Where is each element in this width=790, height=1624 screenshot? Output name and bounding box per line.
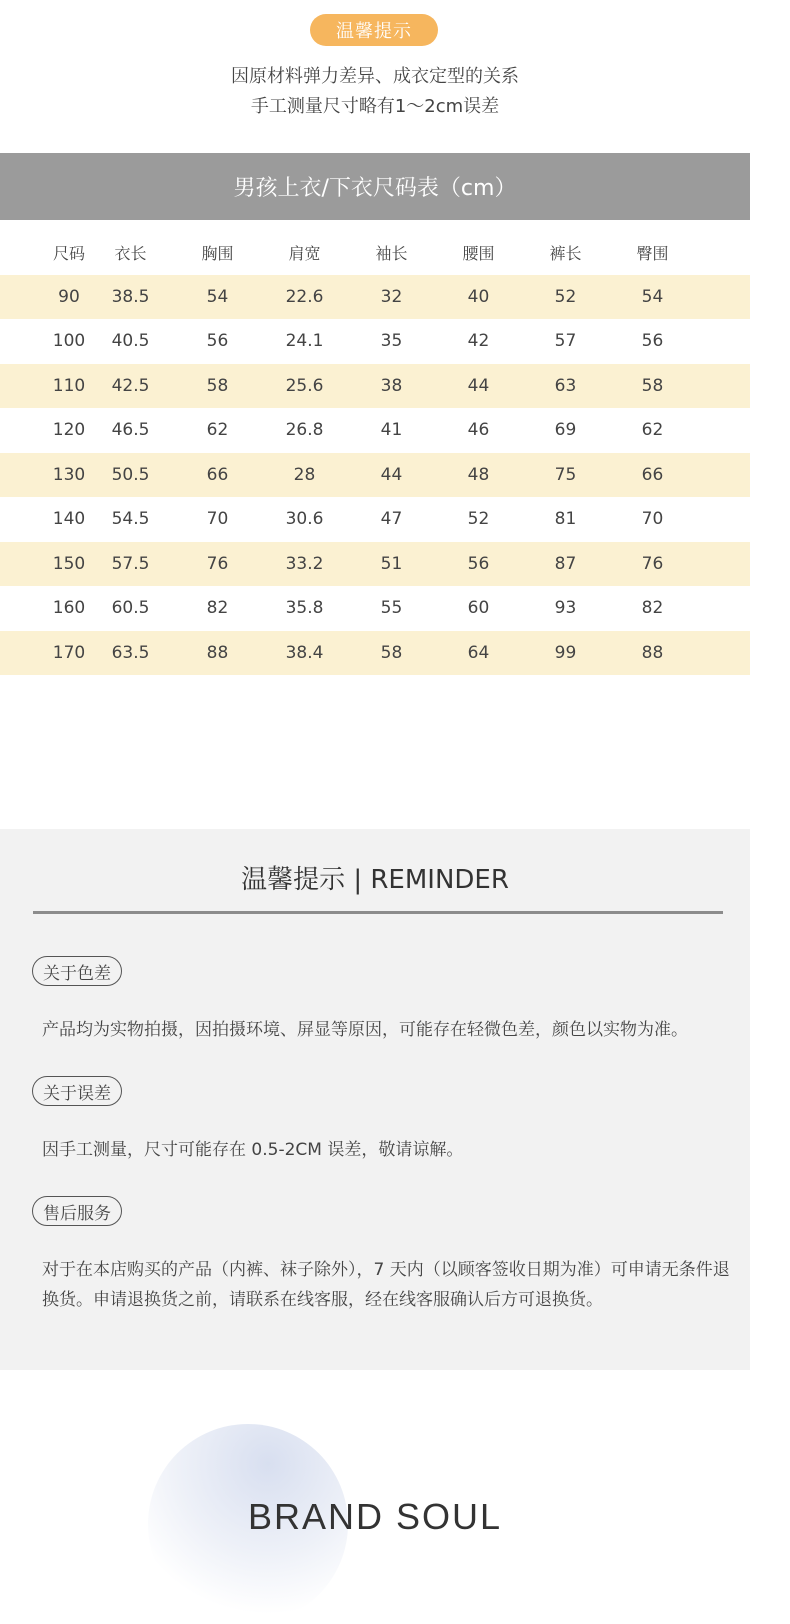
table-cell: 25.6 [285,375,324,396]
table-cell: 42.5 [111,375,150,396]
table-cell: 87 [554,553,577,574]
table-cell: 58 [641,375,664,396]
size-chart-title: 男孩上衣/下衣尺码表（cm） [0,153,750,220]
tip-line-1: 因原材料弹力差异、成衣定型的关系 [231,66,519,87]
table-cell: 26.8 [285,420,324,441]
table-cell: 66 [206,464,229,485]
divider [33,911,723,914]
measure-error-text: 因手工测量，尺寸可能存在 0.5-2CM 误差，敬请谅解。 [42,1140,464,1160]
table-cell: 64 [467,642,490,663]
measure-error-tag: 关于误差 [32,1076,122,1106]
table-cell: 160 [52,598,86,619]
column-header: 衣长 [114,243,147,263]
table-cell: 28 [293,464,316,485]
table-cell: 30.6 [285,509,324,530]
table-cell: 56 [467,553,490,574]
table-cell: 57.5 [111,553,150,574]
table-header-row [0,230,750,275]
table-body [0,275,750,676]
table-cell: 82 [206,598,229,619]
color-diff-tag: 关于色差 [32,956,122,986]
table-cell: 75 [554,464,577,485]
table-row [0,453,750,498]
table-row [0,542,750,587]
table-cell: 41 [380,420,403,441]
column-header: 袖长 [375,243,408,263]
reminder-title: 温馨提示 | REMINDER [241,865,509,895]
table-cell: 52 [554,286,577,307]
column-header: 腰围 [462,243,495,263]
table-cell: 46 [467,420,490,441]
table-cell: 38.5 [111,286,150,307]
table-cell: 60 [467,598,490,619]
table-cell: 47 [380,509,403,530]
table-cell: 40.5 [111,331,150,352]
column-header: 裤长 [549,243,582,263]
table-cell: 35 [380,331,403,352]
table-cell: 40 [467,286,490,307]
table-cell: 38 [380,375,403,396]
table-row [0,275,750,320]
table-row [0,319,750,364]
tip-badge: 温馨提示 [310,14,438,46]
table-cell: 76 [206,553,229,574]
table-cell: 70 [206,509,229,530]
table-cell: 150 [52,553,86,574]
column-header: 肩宽 [288,243,321,263]
table-row [0,364,750,409]
table-cell: 44 [380,464,403,485]
size-table [0,230,750,675]
table-cell: 56 [206,331,229,352]
column-header: 尺码 [52,243,85,263]
table-cell: 69 [554,420,577,441]
table-cell: 32 [380,286,403,307]
table-cell: 88 [641,642,664,663]
table-cell: 42 [467,331,490,352]
table-cell: 54.5 [111,509,150,530]
table-cell: 100 [52,331,86,352]
table-cell: 58 [380,642,403,663]
table-cell: 58 [206,375,229,396]
table-cell: 120 [52,420,86,441]
table-cell: 140 [52,509,86,530]
table-cell: 70 [641,509,664,530]
table-cell: 54 [206,286,229,307]
reminder-section [0,829,750,1370]
table-cell: 35.8 [285,598,324,619]
table-cell: 55 [380,598,403,619]
table-cell: 93 [554,598,577,619]
table-cell: 76 [641,553,664,574]
table-cell: 52 [467,509,490,530]
tip-line-2: 手工测量尺寸略有1～2cm误差 [250,96,500,117]
table-cell: 62 [641,420,664,441]
after-sales-tag: 售后服务 [32,1196,122,1226]
table-cell: 33.2 [285,553,324,574]
table-row [0,408,750,453]
column-header: 臀围 [636,243,669,263]
brand-title: BRAND SOUL [248,1496,503,1537]
table-cell: 60.5 [111,598,150,619]
table-row [0,586,750,631]
table-row [0,497,750,542]
table-cell: 88 [206,642,229,663]
table-cell: 66 [641,464,664,485]
table-cell: 46.5 [111,420,150,441]
table-cell: 99 [554,642,577,663]
table-cell: 54 [641,286,664,307]
table-cell: 62 [206,420,229,441]
table-cell: 48 [467,464,490,485]
table-cell: 81 [554,509,577,530]
table-cell: 38.4 [285,642,324,663]
table-cell: 130 [52,464,86,485]
color-diff-text: 产品均为实物拍摄，因拍摄环境、屏显等原因，可能存在轻微色差，颜色以实物为准。 [42,1020,688,1040]
table-cell: 82 [641,598,664,619]
table-cell: 51 [380,553,403,574]
table-cell: 63.5 [111,642,150,663]
table-cell: 57 [554,331,577,352]
table-cell: 24.1 [285,331,324,352]
after-sales-text: 对于在本店购买的产品（内裤、袜子除外），7 天内（以顾客签收日期为准）可申请无条件退换货。申请退换货之前，请联系在线客服，经在线客服确认后方可退换货。 [42,1260,730,1310]
table-cell: 170 [52,642,86,663]
table-cell: 50.5 [111,464,150,485]
column-header: 胸围 [201,243,234,263]
table-cell: 90 [58,286,80,307]
table-row [0,631,750,676]
table-cell: 44 [467,375,490,396]
table-cell: 56 [641,331,664,352]
table-cell: 22.6 [285,286,324,307]
table-cell: 63 [554,375,577,396]
table-cell: 110 [52,375,86,396]
